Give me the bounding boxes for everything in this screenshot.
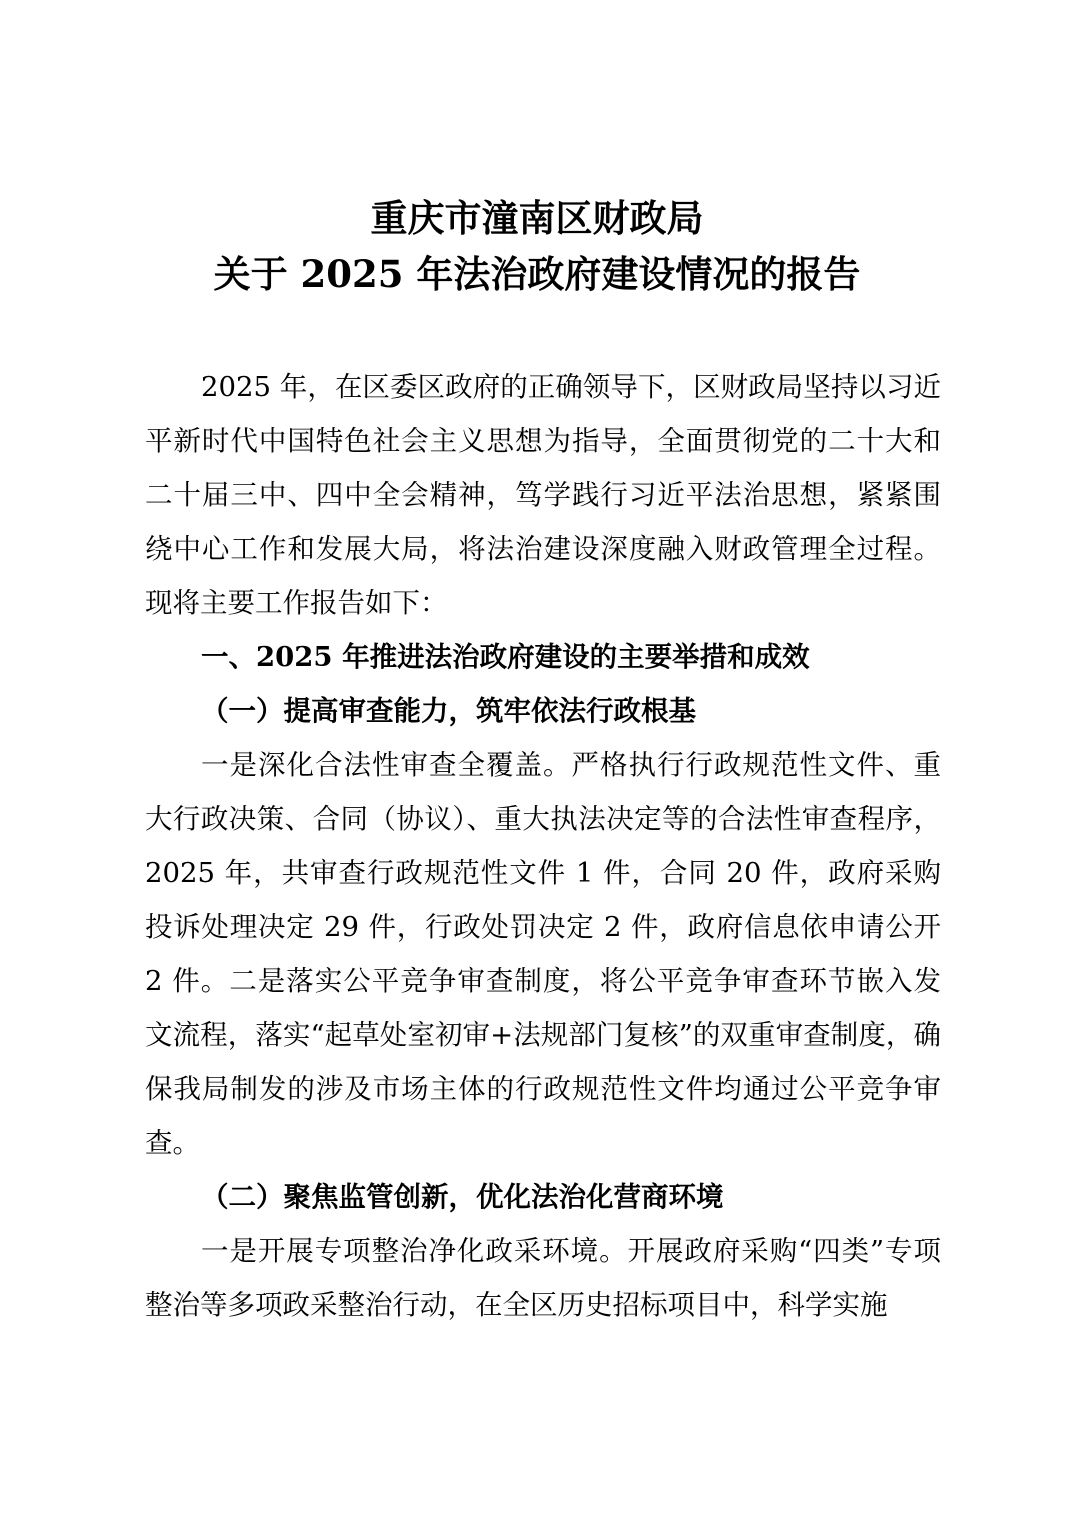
subsection-body-2: 一是开展专项整治净化政采环境。开展政府采购“四类”专项整治等多项政采整治行动，在全区历史招标项目中，科学实施	[145, 1235, 941, 1321]
section-heading: 一、2025 年推进法治政府建设的主要举措和成效	[201, 641, 810, 673]
document-title-line1: 重庆市潼南区财政局	[370, 196, 704, 240]
intro-paragraph: 2025 年，在区委区政府的正确领导下，区财政局坚持以习近平新时代中国特色社会主义思想为指导，全面贯彻党的二十大和二十届三中、四中全会精神，笃学践行习近平法治思想，紧紧围绕中心工作和发展大局，将法治建设深度融入财政管理全过程。现将主要工作报告如下：	[145, 371, 941, 619]
subsection-body-1: 一是深化合法性审查全覆盖。严格执行行政规范性文件、重大行政决策、合同（协议）、重大执法决定等的合法性审查程序，2025 年，共审查行政规范性文件 1 件，合同 20 件，政府采购投诉处理决定 29 件，行政处罚决定 2 件，政府信息依申请公开 2 件。二是落实公平竞争审查制度，将公平竞争审查环节嵌入发文流程，落实“起草处室初审+法规部门复核”的双重审查制度，确保我局制发的涉及市场主体的行政规范性文件均通过公平竞争审查。	[145, 749, 941, 1159]
document-body	[145, 360, 941, 1332]
subsection-heading-1: （一）提高审查能力，筑牢依法行政根基	[201, 695, 696, 727]
document-title-line2: 关于 2025 年法治政府建设情况的报告	[213, 252, 861, 296]
subsection-heading-2: （二）聚焦监管创新，优化法治化营商环境	[201, 1181, 724, 1213]
